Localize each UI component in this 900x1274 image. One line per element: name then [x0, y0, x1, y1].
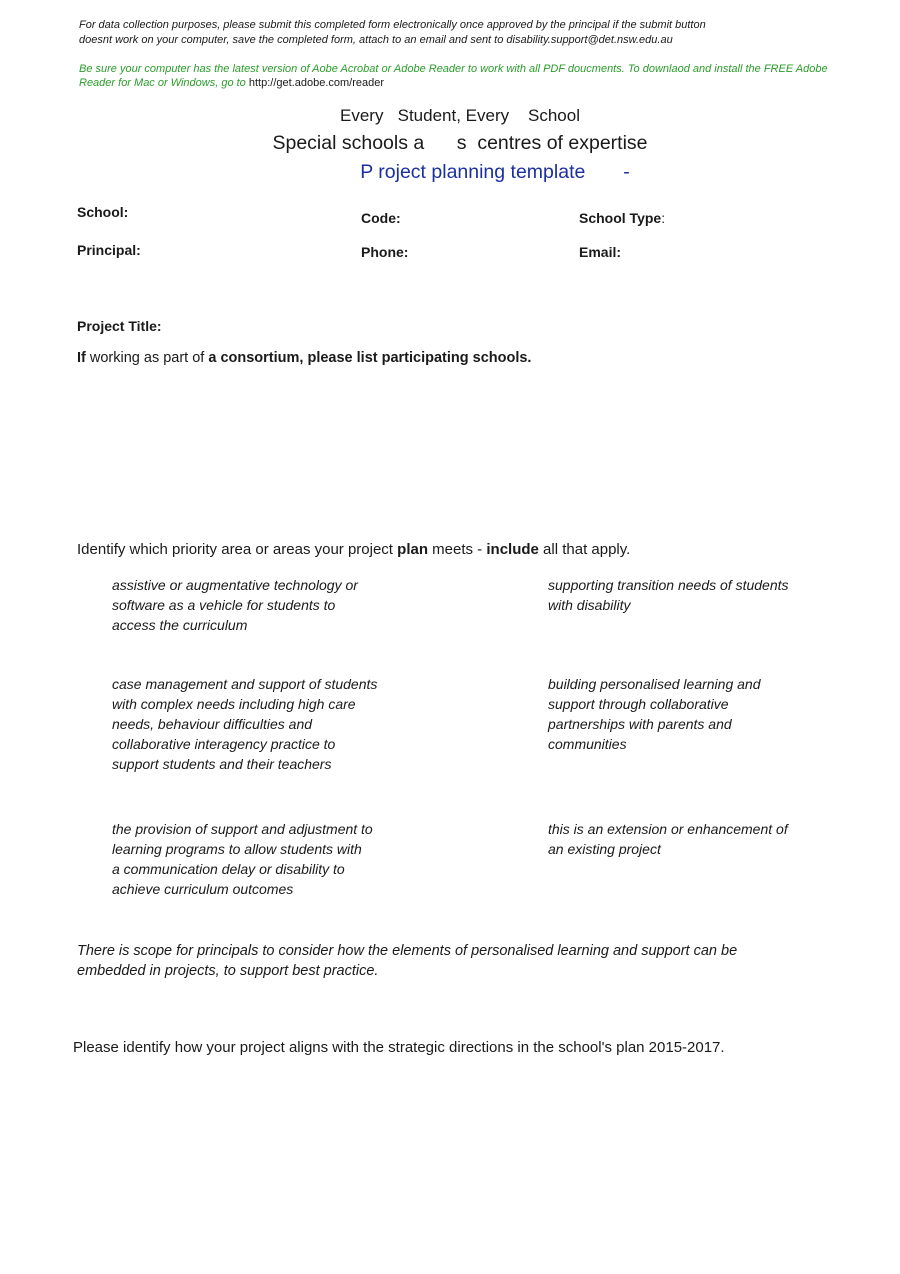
adobe-reader-link[interactable]: http://get.adobe.com/reader — [248, 77, 385, 89]
email-label: Email: — [579, 244, 622, 260]
priority-personalised-learning: building personalised learning and support through collaborative partnerships with parents and communities — [548, 676, 761, 752]
code-label: Code: — [361, 210, 401, 226]
heading-special-schools: Special schools a s centres of expertise — [272, 132, 648, 154]
school-type-label — [579, 210, 665, 226]
priority-transition-needs: supporting transition needs of students with disability — [548, 577, 789, 613]
heading-project-planning-template: P roject planning template - — [360, 161, 630, 183]
project-title-label: Project Title: — [77, 318, 162, 334]
consortium-middle: working as part of — [85, 350, 209, 366]
scope-note: There is scope for principals to consider how the elements of personalised learning and support can be embedded in projects, to support best practice. — [77, 943, 738, 979]
reader-notice-line-2 — [79, 76, 384, 90]
priority-intro-plan: plan — [397, 541, 428, 558]
phone-label: Phone: — [361, 244, 409, 260]
priority-extension-existing-project: this is an extension or enhancement of an existing project — [548, 821, 788, 857]
heading-every-student: Every Student, Every School — [339, 106, 580, 125]
strategic-directions-question: Please identify how your project aligns with the strategic directions in the school's plan 2015-2017. — [73, 1039, 725, 1056]
reader-notice-line-1: Be sure your computer has the latest version of Aobe Acrobat or Adobe Reader to work with all PDF doucments. To downlaod and install the FREE Adobe — [79, 63, 828, 75]
school-type-colon: : — [661, 210, 666, 226]
consortium-instruction — [77, 350, 531, 366]
priority-intro-part-1: Identify which priority area or areas your project — [77, 541, 398, 558]
school-label: School: — [77, 204, 129, 220]
submit-notice-line-1: For data collection purposes, please submit this completed form electronically once approved by the principal if the submit button — [79, 19, 706, 31]
priority-intro-part-5: all that apply. — [538, 541, 631, 558]
school-type-label-text: School Type — [579, 210, 662, 226]
priority-intro-include: include — [486, 541, 539, 558]
consortium-if: If — [77, 350, 86, 366]
priority-assistive-technology: assistive or augmentative technology or software as a vehicle for students to access the curriculum — [112, 577, 358, 633]
submit-notice-line-2: doesnt work on your computer, save the completed form, attach to an email and sent to disability.support@det.nsw.edu.au — [79, 34, 673, 46]
principal-label: Principal: — [77, 242, 141, 258]
priority-case-management: case management and support of students with complex needs including high care needs, behaviour difficulties and collaborative interagency practice to support students and their teachers — [112, 676, 378, 772]
priority-support-adjustment: the provision of support and adjustment to learning programs to allow students with a communication delay or disability to achieve curriculum outcomes — [112, 821, 373, 897]
priority-area-intro — [77, 541, 630, 558]
reader-notice-prefix: Reader for Mac or Windows, go to — [79, 77, 249, 89]
priority-intro-part-3: meets - — [428, 541, 487, 558]
consortium-list-request: a consortium, please list participating schools. — [208, 350, 532, 366]
